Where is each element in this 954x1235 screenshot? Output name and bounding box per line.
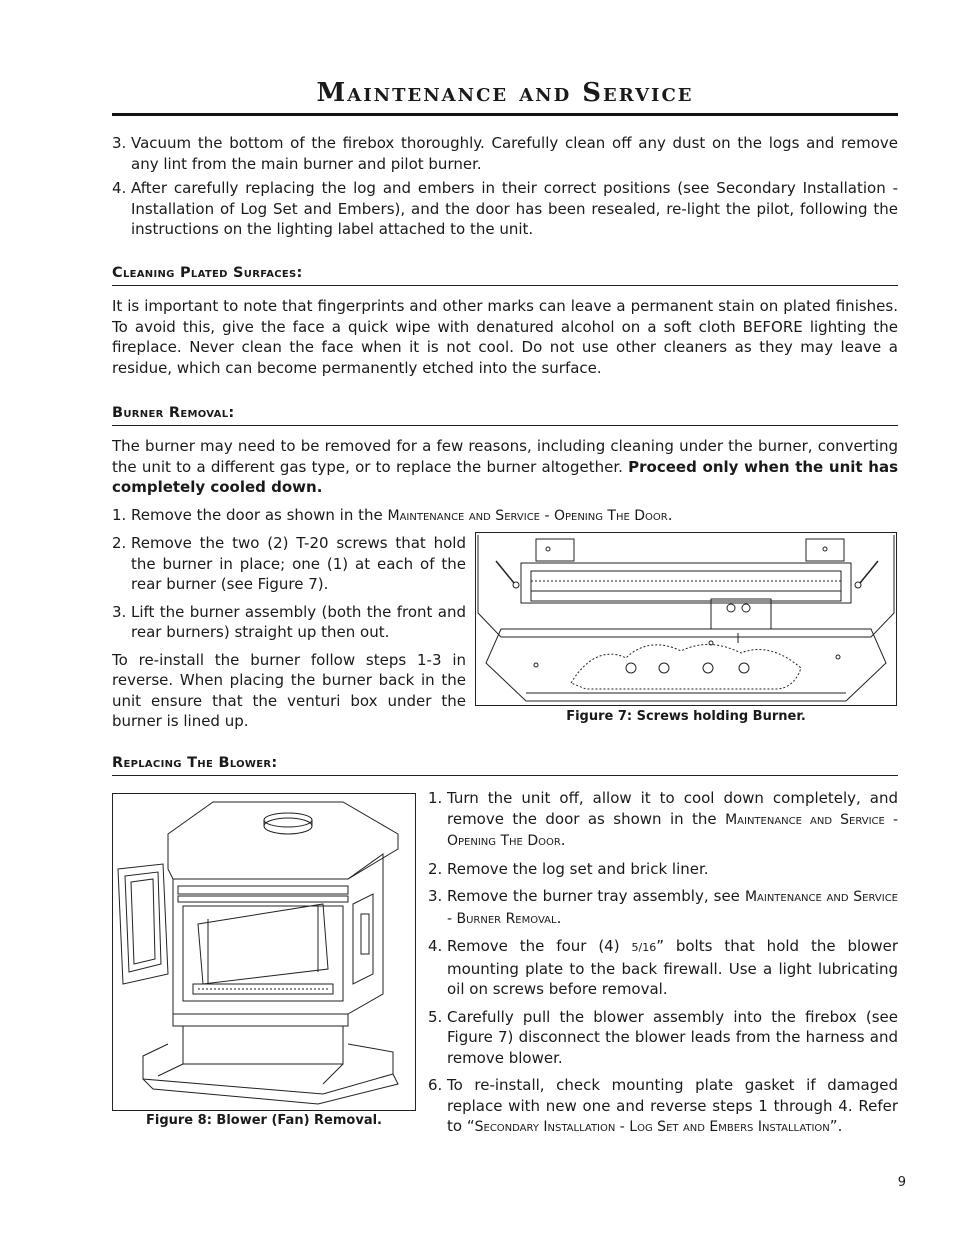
figure-8-caption: Figure 8: Blower (Fan) Removal.	[146, 1113, 382, 1128]
step-end: .	[560, 831, 566, 849]
cleaning-rule	[112, 285, 898, 286]
step-number: 2.	[428, 859, 443, 878]
stove-diagram	[113, 794, 415, 1110]
step-text: To re-install, check mounting plate gasket if damaged replace with new one and reverse steps 1 through 4. Refer to “	[447, 1076, 898, 1135]
step-text: Remove the burner tray assembly, see	[447, 887, 740, 905]
burner-steps-left	[112, 533, 466, 732]
burner-step-3	[112, 602, 466, 643]
bolt-size-fraction: 5/16	[631, 941, 657, 954]
blower-step-5	[428, 1007, 898, 1069]
figure-7	[475, 532, 897, 706]
figure-7-caption: Figure 7: Screws holding Burner.	[566, 709, 806, 724]
step-text: Carefully pull the blower assembly into the firebox (see Figure 7) disconnect the blower leads from the harness and remove blower.	[447, 1007, 898, 1067]
step-end: .	[667, 506, 673, 524]
blower-rule	[112, 775, 898, 776]
step-number: 1.	[112, 506, 127, 524]
blower-step-3	[428, 886, 898, 929]
burner-step-2	[112, 533, 466, 595]
cross-reference: Secondary Installation - Log Set and Embers Installation	[474, 1119, 830, 1135]
step-text: Vacuum the bottom of the firebox thoroughly. Carefully clean off any dust on the logs and remove any lint from the main burner and pilot burner.	[131, 134, 898, 173]
step-text: Remove the door as shown in the	[131, 506, 383, 524]
page-number: 9	[897, 1175, 906, 1190]
step-number: 4.	[112, 179, 127, 197]
blower-heading: Replacing The Blower:	[112, 755, 278, 771]
step-text-cont: ” bolts that hold the blower mounting plate to the back firewall. Use a light lubricating oil on screws before removal.	[447, 937, 899, 998]
step-number: 3.	[112, 134, 127, 152]
title-rule	[112, 113, 898, 116]
burner-diagram	[476, 533, 896, 705]
step-number: 2.	[112, 534, 127, 552]
cross-reference: Maintenance and Service - Opening The Door	[447, 811, 898, 849]
step-text: Turn the unit off, allow it to cool down completely, and remove the door as shown in the	[447, 789, 898, 828]
step-number: 4.	[428, 937, 443, 955]
burner-warning: Proceed only when the unit has completely cooled down.	[112, 457, 898, 496]
step-end: ”.	[829, 1117, 843, 1135]
intro-steps	[112, 133, 898, 240]
blower-step-6	[428, 1075, 898, 1138]
burner-paragraph	[112, 436, 898, 498]
step-text: Remove the four (4)	[447, 937, 620, 955]
cross-reference: Maintenance and Service - Burner Removal	[447, 889, 898, 927]
burner-paragraph-text: The burner may need to be removed for a few reasons, including cleaning under the burner, converting the unit to a different gas type, or to replace the burner altogether.	[112, 437, 898, 476]
blower-step-4	[428, 936, 898, 1000]
step-text: Remove the two (2) T-20 screws that hold the burner in place; one (1) at each of the rear burner (see Figure 7).	[131, 534, 466, 593]
step-text: Remove the log set and brick liner.	[447, 859, 709, 878]
cross-reference: Maintenance and Service - Opening The Door	[387, 508, 668, 524]
intro-step-4	[112, 178, 898, 240]
step-text: After carefully replacing the log and embers in their correct positions (see Secondary Installation - Installation of Log Set and Embers), and the door has been resealed, re-light the pilot, following the instructions on the lighting label attached to the unit.	[131, 179, 898, 238]
step-number: 1.	[428, 789, 443, 807]
burner-reinstall: To re-install the burner follow steps 1-3 in reverse. When placing the burner back in the unit ensure that the venturi box under the burner is lined up.	[112, 650, 466, 730]
intro-step-3	[112, 133, 898, 174]
cleaning-heading: Cleaning Plated Surfaces:	[112, 265, 303, 281]
blower-step-1	[428, 788, 898, 852]
page-title: Maintenance and Service	[316, 78, 694, 108]
step-number: 3.	[112, 602, 127, 621]
step-number: 6.	[428, 1076, 443, 1094]
burner-rule	[112, 425, 898, 426]
blower-steps	[428, 788, 898, 1138]
blower-step-2	[428, 859, 898, 880]
burner-heading: Burner Removal:	[112, 405, 235, 421]
burner-step-1	[112, 505, 898, 527]
cleaning-paragraph: It is important to note that fingerprints and other marks can leave a permanent stain on plated finishes. To avoid this, give the face a quick wipe with denatured alcohol on a soft cloth BEFORE lighting the fireplace. Never clean the face when it is not cool. Do not use other cleaners as they may leave a residue, which can become permanently etched into the surface.	[112, 297, 898, 377]
figure-8	[112, 793, 416, 1111]
step-end: .	[556, 908, 562, 927]
step-number: 5.	[428, 1007, 443, 1026]
step-text: Lift the burner assembly (both the front and rear burners) straight up then out.	[131, 602, 466, 641]
step-number: 3.	[428, 887, 443, 905]
